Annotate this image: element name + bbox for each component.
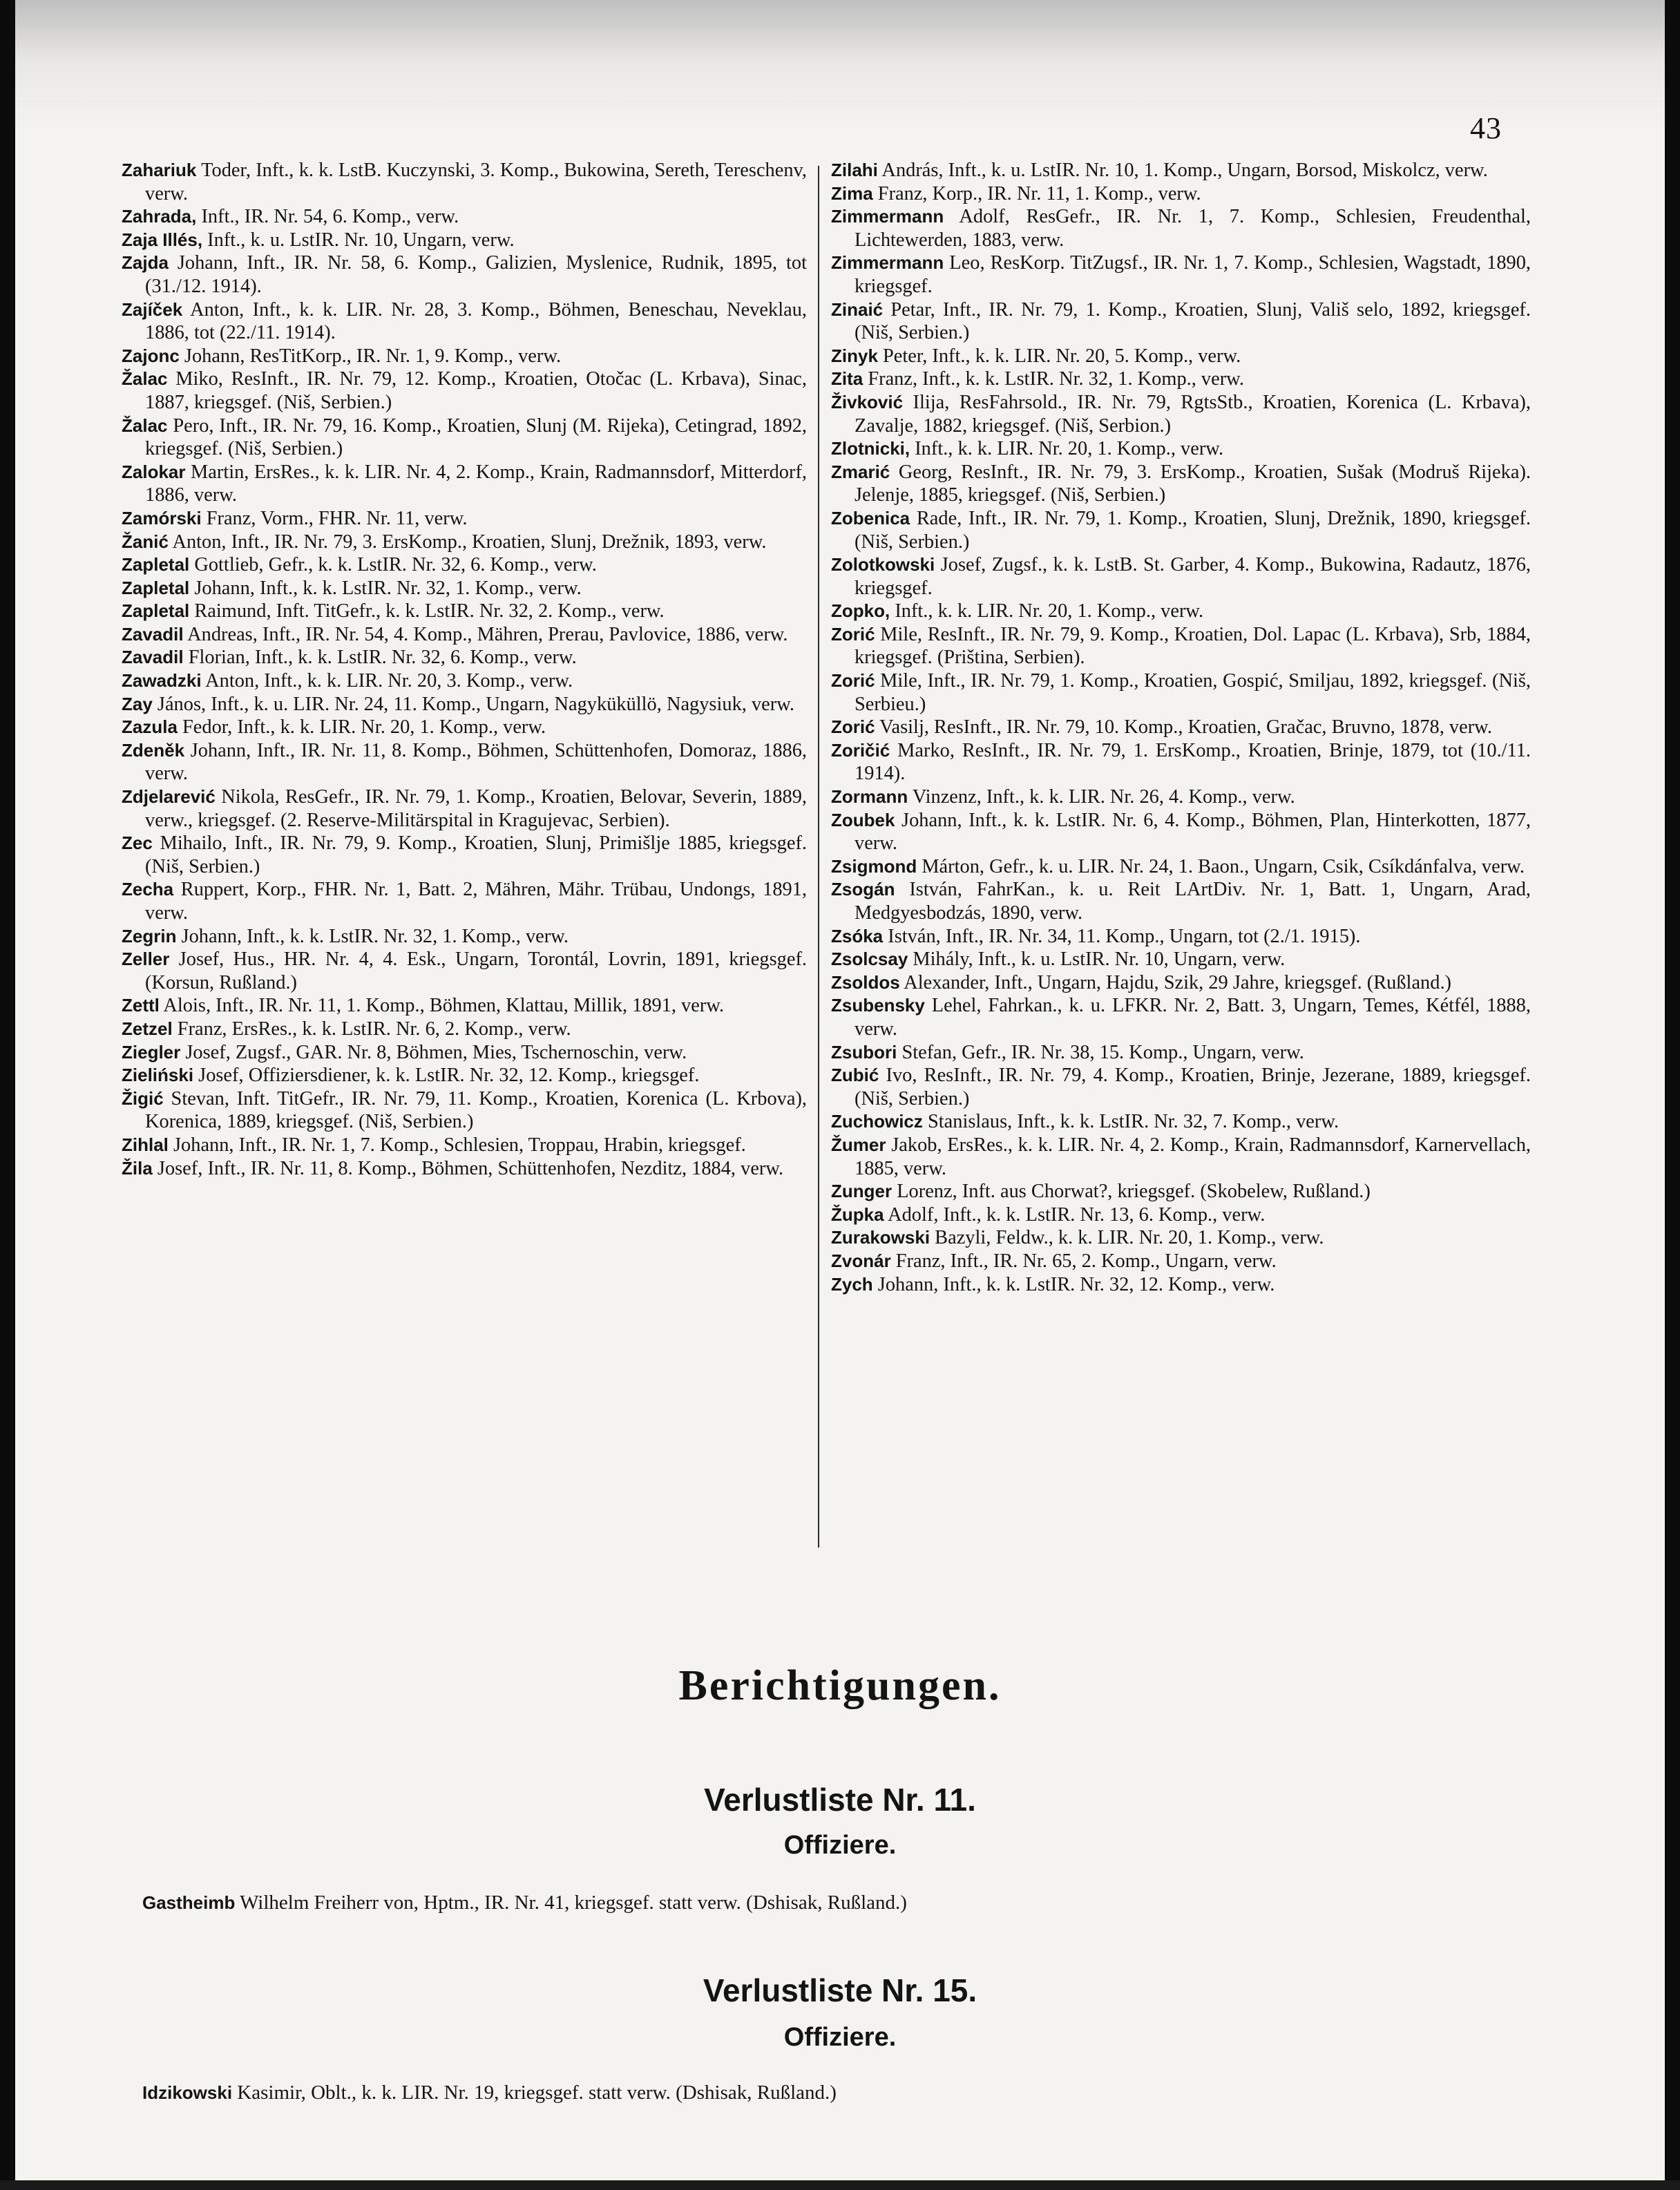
column-divider bbox=[818, 166, 819, 1548]
entry-surname: Zinyk bbox=[831, 345, 878, 366]
entry-surname: Zorić bbox=[831, 623, 875, 645]
list-11-heading: Verlustliste Nr. 11. bbox=[704, 1782, 976, 1818]
entry-surname: Zmarić bbox=[831, 461, 890, 482]
entry-surname: Zlotnicki, bbox=[831, 438, 910, 459]
entry-surname: Zihlal bbox=[122, 1134, 169, 1155]
entry-surname: Zoubek bbox=[831, 809, 895, 830]
casualty-entry bbox=[831, 948, 1531, 971]
entry-text: Miko, ResInft., IR. Nr. 79, 12. Komp., Kroatien, Otočac (L. Krbava), Sinac, 1887, kriegsgef. (Niš, Serbien.) bbox=[145, 368, 807, 413]
entry-surname: Župka bbox=[831, 1203, 884, 1225]
entry-surname: Zsigmond bbox=[831, 855, 917, 877]
casualty-entry bbox=[122, 785, 807, 832]
entry-surname: Zahrada, bbox=[122, 206, 197, 227]
entry-surname: Živković bbox=[831, 391, 904, 412]
casualty-entry bbox=[831, 368, 1531, 391]
entry-text: Johann, ResTitKorp., IR. Nr. 1, 9. Komp., verw. bbox=[179, 345, 562, 367]
entry-surname: Zay bbox=[122, 693, 153, 714]
entry-surname: Zunger bbox=[831, 1181, 892, 1202]
casualty-entry bbox=[831, 461, 1531, 507]
casualty-entry bbox=[122, 298, 807, 345]
casualty-entry bbox=[122, 368, 807, 414]
page-number: 43 bbox=[1470, 111, 1502, 145]
entry-text: Johann, Inft., IR. Nr. 58, 6. Komp., Galizien, Myslenice, Rudnik, 1895, tot (31./12. 1914). bbox=[145, 252, 807, 297]
casualty-entry bbox=[831, 391, 1531, 437]
casualty-entry bbox=[831, 600, 1531, 623]
list-11-entry bbox=[142, 1892, 1593, 1914]
entry-surname: Zima bbox=[831, 182, 873, 204]
casualty-entry bbox=[122, 669, 807, 693]
entry-text: Leo, ResKorp. TitZugsf., IR. Nr. 1, 7. Komp., Schlesien, Wagstadt, 1890, kriegsgef. bbox=[855, 252, 1531, 297]
entry-text: Andreas, Inft., IR. Nr. 54, 4. Komp., Mähren, Prerau, Pavlovice, 1886, verw. bbox=[183, 623, 788, 645]
entry-text: Stefan, Gefr., IR. Nr. 38, 15. Komp., Ungarn, verw. bbox=[897, 1041, 1304, 1063]
entry-text: Marko, ResInft., IR. Nr. 79, 1. ErsKomp., Kroatien, Brinje, 1879, tot (10./11. 1914). bbox=[855, 739, 1531, 785]
casualty-entry bbox=[831, 1250, 1531, 1273]
entry-text: Franz, ErsRes., k. k. LstIR. Nr. 6, 2. Komp., verw. bbox=[172, 1018, 571, 1040]
entry-surname: Zavadil bbox=[122, 647, 184, 668]
entry-surname: Zieliński bbox=[122, 1065, 194, 1086]
casualty-entry bbox=[122, 251, 807, 298]
casualty-entry bbox=[831, 809, 1531, 855]
casualty-entry bbox=[831, 553, 1531, 600]
entry-text: Josef, Zugsf., GAR. Nr. 8, Böhmen, Mies, Tschernoschin, verw. bbox=[180, 1041, 687, 1063]
casualty-entry bbox=[831, 925, 1531, 949]
entry-text: Vasilj, ResInft., IR. Nr. 79, 10. Komp., Kroatien, Gračac, Bruvno, 1878, verw. bbox=[875, 716, 1492, 739]
casualty-entry bbox=[122, 159, 807, 205]
casualty-entry bbox=[122, 553, 807, 577]
entry-surname: Zawadzki bbox=[122, 670, 202, 692]
entry-text: Kasimir, Oblt., k. k. LIR. Nr. 19, kriegsgef. statt verw. (Dshisak, Rußland.) bbox=[232, 2082, 837, 2104]
entry-text: Stanislaus, Inft., k. k. LstIR. Nr. 32, 7. Komp., verw. bbox=[922, 1111, 1339, 1133]
casualty-entry bbox=[831, 669, 1531, 716]
entry-text: Anton, Inft., IR. Nr. 79, 3. ErsKomp., Kroatien, Slunj, Drežnik, 1893, verw. bbox=[168, 531, 767, 553]
entry-surname: Zsubori bbox=[831, 1041, 897, 1063]
entry-surname: Zdjelarević bbox=[122, 786, 216, 808]
entry-text: Alexander, Inft., Ungarn, Hajdu, Szik, 29 Jahre, kriegsgef. (Rußland.) bbox=[899, 971, 1451, 993]
casualty-entry bbox=[122, 1134, 807, 1157]
entry-surname: Zapletal bbox=[122, 600, 190, 622]
entry-text: Rade, Inft., IR. Nr. 79, 1. Komp., Kroatien, Slunj, Drežnik, 1890, kriegsgef. (Niš, Serbien.) bbox=[855, 507, 1531, 553]
entry-text: Johann, Inft., IR. Nr. 1, 7. Komp., Schlesien, Troppau, Hrabin, kriegsgef. bbox=[168, 1134, 746, 1156]
entry-surname: Žumer bbox=[831, 1134, 886, 1155]
entry-text: Johann, Inft., k. k. LstIR. Nr. 32, 12. Komp., verw. bbox=[872, 1273, 1275, 1295]
casualty-entry bbox=[122, 878, 807, 924]
entry-surname: Zsoldos bbox=[831, 971, 900, 993]
casualty-entry bbox=[831, 1180, 1531, 1203]
casualty-entry bbox=[831, 182, 1531, 206]
casualty-entry bbox=[122, 739, 807, 785]
casualty-entry bbox=[831, 878, 1531, 924]
entry-surname: Zajda bbox=[122, 252, 169, 274]
entry-text: András, Inft., k. u. LstIR. Nr. 10, 1. Komp., Ungarn, Borsod, Miskolcz, verw. bbox=[877, 160, 1488, 181]
entry-surname: Zetzel bbox=[122, 1018, 173, 1039]
entry-text: Vinzenz, Inft., k. k. LIR. Nr. 26, 4. Komp., verw. bbox=[908, 786, 1295, 808]
entry-surname: Zecha bbox=[122, 879, 174, 900]
scan-edge-right bbox=[1665, 0, 1680, 2190]
entry-text: Gottlieb, Gefr., k. k. LstIR. Nr. 32, 6. Komp., verw. bbox=[189, 554, 597, 576]
right-column bbox=[831, 159, 1531, 1296]
casualty-entry bbox=[831, 994, 1531, 1040]
entry-text: Mihály, Inft., k. u. LstIR. Nr. 10, Ungarn, verw. bbox=[908, 949, 1286, 971]
entry-surname: Zych bbox=[831, 1273, 873, 1295]
casualty-entry bbox=[122, 832, 807, 878]
entry-surname: Zopko, bbox=[831, 600, 890, 622]
casualty-entry bbox=[831, 623, 1531, 669]
entry-surname: Zurakowski bbox=[831, 1227, 930, 1248]
entry-surname: Zaja Illés, bbox=[122, 229, 203, 250]
casualty-entry bbox=[122, 1157, 807, 1181]
entry-surname: Zahariuk bbox=[122, 160, 197, 180]
corrections-title: Berichtigungen. bbox=[678, 1662, 1002, 1709]
list-15-entry bbox=[142, 2082, 1593, 2104]
casualty-entry bbox=[122, 229, 807, 252]
casualty-entry bbox=[122, 577, 807, 600]
entry-text: Josef, Offiziersdiener, k. k. LstIR. Nr. 32, 12. Komp., kriegsgef. bbox=[193, 1065, 700, 1087]
entry-text: Mihailo, Inft., IR. Nr. 79, 9. Komp., Kroatien, Slunj, Primišlje 1885, kriegsgef. (Niš, Serbien.) bbox=[145, 832, 807, 877]
entry-surname: Zuchowicz bbox=[831, 1111, 923, 1132]
entry-text: István, FahrKan., k. u. Reit LArtDiv. Nr. 1, Batt. 1, Ungarn, Arad, Medgyesbodzás, 1890, verw. bbox=[855, 879, 1531, 924]
entry-surname: Zegrin bbox=[122, 925, 177, 946]
entry-text: Josef, Inft., IR. Nr. 11, 8. Komp., Böhmen, Schüttenhofen, Nezditz, 1884, verw. bbox=[152, 1157, 784, 1179]
entry-surname: Zita bbox=[831, 368, 863, 390]
entry-surname: Zolotkowski bbox=[831, 554, 935, 575]
entry-text: Johann, Inft., IR. Nr. 11, 8. Komp., Böhmen, Schüttenhofen, Domoraz, 1886, verw. bbox=[145, 739, 807, 785]
casualty-entry bbox=[831, 1041, 1531, 1065]
casualty-entry bbox=[122, 948, 807, 994]
entry-surname: Zavadil bbox=[122, 623, 184, 645]
casualty-entry bbox=[831, 345, 1531, 368]
entry-text: Fedor, Inft., k. k. LIR. Nr. 20, 1. Komp., verw. bbox=[177, 716, 546, 739]
entry-text: Bazyli, Feldw., k. k. LIR. Nr. 20, 1. Komp., verw. bbox=[930, 1227, 1324, 1249]
list-11-subheading: Offiziere. bbox=[783, 1831, 897, 1860]
entry-text: Adolf, Inft., k. k. LstIR. Nr. 13, 6. Komp., verw. bbox=[884, 1203, 1266, 1226]
entry-surname: Idzikowski bbox=[142, 2082, 233, 2103]
entry-text: Johann, Inft., k. k. LstIR. Nr. 32, 1. Komp., verw. bbox=[176, 925, 569, 947]
casualty-entry bbox=[831, 1134, 1531, 1180]
casualty-entry bbox=[831, 251, 1531, 298]
casualty-entry bbox=[122, 623, 807, 647]
entry-text: Franz, Korp., IR. Nr. 11, 1. Komp., verw. bbox=[872, 182, 1201, 204]
entry-surname: Zazula bbox=[122, 716, 178, 738]
entry-text: Mile, ResInft., IR. Nr. 79, 9. Komp., Kroatien, Dol. Lapac (L. Krbava), Srb, 1884, kriegsgef. (Priština, Serbien). bbox=[855, 623, 1531, 669]
entry-text: Ivo, ResInft., IR. Nr. 79, 4. Komp., Kroatien, Brinje, Jezerane, 1889, kriegsgef. (Niš, Serbien.) bbox=[855, 1065, 1531, 1110]
entry-text: Raimund, Inft. TitGefr., k. k. LstIR. Nr. 32, 2. Komp., verw. bbox=[189, 600, 665, 622]
entry-surname: Zobenica bbox=[831, 507, 910, 529]
entry-surname: Zamórski bbox=[122, 507, 202, 529]
scan-edge-bottom bbox=[0, 2180, 1680, 2190]
casualty-entry bbox=[122, 994, 807, 1018]
entry-surname: Žalac bbox=[122, 415, 168, 436]
casualty-entry bbox=[122, 1087, 807, 1134]
entry-text: Nikola, ResGefr., IR. Nr. 79, 1. Komp., Kroatien, Belovar, Severin, 1889, verw., kriegsgef. (2. Reserve-Militärspital in Kragujevac, Serbien). bbox=[145, 786, 807, 831]
entry-surname: Zimmermann bbox=[831, 252, 944, 274]
casualty-entry bbox=[831, 1273, 1531, 1297]
entry-surname: Žanić bbox=[122, 531, 169, 552]
entry-surname: Ziegler bbox=[122, 1041, 181, 1063]
casualty-entry bbox=[122, 1018, 807, 1041]
entry-surname: Zajíček bbox=[122, 298, 183, 320]
casualty-entry bbox=[122, 415, 807, 461]
entry-text: Pero, Inft., IR. Nr. 79, 16. Komp., Kroatien, Slunj (M. Rijeka), Cetingrad, 1892, kriegsgef. (Niš, Serbien.) bbox=[145, 415, 807, 460]
casualty-entry bbox=[831, 1226, 1531, 1250]
entry-surname: Zsubensky bbox=[831, 995, 925, 1016]
entry-text: Lehel, Fahrkan., k. u. LFKR. Nr. 2, Batt. 3, Ungarn, Temes, Kétfél, 1888, verw. bbox=[855, 995, 1531, 1040]
casualty-entry bbox=[831, 205, 1531, 251]
entry-text: Toder, Inft., k. k. LstB. Kuczynski, 3. Komp., Bukowina, Sereth, Tereschenv, verw. bbox=[145, 160, 807, 204]
casualty-entry bbox=[831, 437, 1531, 461]
entry-surname: Zorić bbox=[831, 716, 875, 738]
entry-text: Anton, Inft., k. k. LIR. Nr. 28, 3. Komp., Böhmen, Beneschau, Neveklau, 1886, tot (22./11. 1914). bbox=[145, 298, 807, 344]
entry-text: Franz, Vorm., FHR. Nr. 11, verw. bbox=[201, 507, 468, 529]
entry-text: Mile, Inft., IR. Nr. 79, 1. Komp., Kroatien, Gospić, Smiljau, 1892, kriegsgef. (Niš, Serbieu.) bbox=[855, 670, 1531, 715]
entry-surname: Zvonár bbox=[831, 1250, 891, 1271]
casualty-entry bbox=[831, 971, 1531, 995]
casualty-entry bbox=[831, 855, 1531, 879]
entry-surname: Zdeněk bbox=[122, 739, 185, 761]
entry-text: Ilija, ResFahrsold., IR. Nr. 79, RgtsStb., Kroatien, Korenica (L. Krbava), Zavalje, 1882, kriegsgef. (Niš, Serbion.) bbox=[855, 391, 1531, 437]
entry-text: Georg, ResInft., IR. Nr. 79, 3. ErsKomp., Kroatien, Sušak (Modruš Rijeka). Jelenje, 1885, kriegsgef. (Niš, Serbien.) bbox=[855, 461, 1531, 506]
entry-text: Franz, Inft., IR. Nr. 65, 2. Komp., Ungarn, verw. bbox=[890, 1250, 1277, 1272]
entry-surname: Zec bbox=[122, 832, 153, 854]
entry-text: Alois, Inft., IR. Nr. 11, 1. Komp., Böhmen, Klattau, Millik, 1891, verw. bbox=[159, 995, 725, 1017]
entry-surname: Zsóka bbox=[831, 925, 884, 946]
casualty-entry bbox=[831, 1203, 1531, 1227]
casualty-entry bbox=[831, 1110, 1531, 1134]
casualty-entry bbox=[831, 298, 1531, 345]
entry-surname: Žila bbox=[122, 1157, 153, 1179]
entry-surname: Zoričić bbox=[831, 739, 890, 761]
entry-surname: Zapletal bbox=[122, 554, 190, 575]
entry-text: Josef, Zugsf., k. k. LstB. St. Garber, 4. Komp., Bukowina, Radautz, 1876, kriegsgef. bbox=[855, 554, 1531, 599]
entry-text: Stevan, Inft. TitGefr., IR. Nr. 79, 11. Komp., Kroatien, Korenica (L. Krbova), Korenica, 1889, kriegsgef. (Niš, Serbien.) bbox=[145, 1087, 807, 1133]
casualty-entry bbox=[122, 1041, 807, 1065]
entry-surname: Zubić bbox=[831, 1065, 879, 1086]
entry-text: Lorenz, Inft. aus Chorwat?, kriegsgef. (Skobelew, Rußland.) bbox=[892, 1181, 1371, 1203]
casualty-entry bbox=[831, 785, 1531, 809]
entry-text: Florian, Inft., k. k. LstIR. Nr. 32, 6. Komp., verw. bbox=[183, 647, 577, 669]
casualty-entry bbox=[122, 461, 807, 507]
entry-text: Inft., k. k. LIR. Nr. 20, 1. Komp., verw. bbox=[910, 438, 1224, 460]
entry-text: Wilhelm Freiherr von, Hptm., IR. Nr. 41, kriegsgef. statt verw. (Dshisak, Rußland.) bbox=[235, 1892, 907, 1914]
entry-surname: Žigić bbox=[122, 1087, 164, 1109]
entry-surname: Zapletal bbox=[122, 577, 190, 598]
casualty-entry bbox=[122, 531, 807, 554]
left-column bbox=[122, 159, 807, 1180]
casualty-entry bbox=[122, 693, 807, 716]
entry-text: Anton, Inft., k. k. LIR. Nr. 20, 3. Komp., verw. bbox=[201, 670, 573, 692]
casualty-entry bbox=[122, 205, 807, 229]
entry-text: Inft., k. u. LstIR. Nr. 10, Ungarn, verw. bbox=[202, 229, 515, 251]
entry-surname: Gastheimb bbox=[142, 1892, 236, 1913]
casualty-entry bbox=[122, 507, 807, 531]
casualty-entry bbox=[122, 1064, 807, 1087]
casualty-entry bbox=[122, 345, 807, 368]
entry-surname: Zimmermann bbox=[831, 206, 944, 227]
entry-surname: Zinaić bbox=[831, 298, 884, 320]
entry-text: Johann, Inft., k. k. LstIR. Nr. 6, 4. Komp., Böhmen, Plan, Hinterkotten, 1877, verw. bbox=[855, 809, 1531, 855]
casualty-entry bbox=[831, 159, 1531, 182]
entry-text: Petar, Inft., IR. Nr. 79, 1. Komp., Kroatien, Slunj, Vališ selo, 1892, kriegsgef. (Niš, Serbien.) bbox=[855, 298, 1531, 344]
entry-text: Franz, Inft., k. k. LstIR. Nr. 32, 1. Komp., verw. bbox=[863, 368, 1244, 390]
scan-edge-left bbox=[0, 0, 15, 2190]
entry-surname: Zalokar bbox=[122, 461, 186, 482]
entry-surname: Zsogán bbox=[831, 879, 895, 900]
casualty-entry bbox=[831, 739, 1531, 785]
entry-text: Peter, Inft., k. k. LIR. Nr. 20, 5. Komp., verw. bbox=[877, 345, 1241, 367]
list-15-heading: Verlustliste Nr. 15. bbox=[703, 1972, 977, 2008]
entry-text: Inft., IR. Nr. 54, 6. Komp., verw. bbox=[196, 206, 459, 228]
entry-text: Inft., k. k. LIR. Nr. 20, 1. Komp., verw. bbox=[890, 600, 1204, 622]
entry-surname: Zsolcsay bbox=[831, 949, 908, 970]
casualty-entry bbox=[122, 925, 807, 949]
casualty-entry bbox=[122, 600, 807, 623]
casualty-entry bbox=[122, 646, 807, 669]
entry-text: Ruppert, Korp., FHR. Nr. 1, Batt. 2, Mähren, Mähr. Trübau, Undongs, 1891, verw. bbox=[145, 879, 807, 924]
casualty-entry bbox=[831, 507, 1531, 553]
entry-text: Josef, Hus., HR. Nr. 4, 4. Esk., Ungarn, Torontál, Lovrin, 1891, kriegsgef. (Korsun, Rußland.) bbox=[145, 949, 807, 993]
entry-surname: Zormann bbox=[831, 786, 908, 808]
list-15-subheading: Offiziere. bbox=[783, 2023, 897, 2052]
casualty-entry bbox=[831, 716, 1531, 739]
entry-surname: Zilahi bbox=[831, 160, 878, 180]
casualty-entry bbox=[831, 1064, 1531, 1110]
entry-text: Márton, Gefr., k. u. LIR. Nr. 24, 1. Baon., Ungarn, Csik, Csíkdánfalva, verw. bbox=[917, 855, 1525, 877]
entry-text: Johann, Inft., k. k. LstIR. Nr. 32, 1. Komp., verw. bbox=[189, 577, 582, 599]
entry-text: István, Inft., IR. Nr. 34, 11. Komp., Ungarn, tot (2./1. 1915). bbox=[883, 925, 1361, 947]
entry-text: Martin, ErsRes., k. k. LIR. Nr. 4, 2. Komp., Krain, Radmannsdorf, Mitterdorf, 1886, verw. bbox=[145, 461, 807, 506]
entry-text: Adolf, ResGefr., IR. Nr. 1, 7. Komp., Schlesien, Freudenthal, Lichtewerden, 1883, verw. bbox=[855, 206, 1531, 251]
entry-surname: Zorić bbox=[831, 670, 875, 692]
entry-text: János, Inft., k. u. LIR. Nr. 24, 11. Komp., Ungarn, Nagyküküllö, Nagysiuk, verw. bbox=[152, 693, 794, 715]
entry-text: Jakob, ErsRes., k. k. LIR. Nr. 4, 2. Komp., Krain, Radmannsdorf, Karnervellach, 1885, verw. bbox=[855, 1134, 1531, 1179]
entry-surname: Zettl bbox=[122, 995, 160, 1016]
casualty-entry bbox=[122, 716, 807, 739]
entry-surname: Zajonc bbox=[122, 345, 180, 366]
entry-surname: Žalac bbox=[122, 368, 168, 390]
entry-surname: Zeller bbox=[122, 949, 170, 970]
